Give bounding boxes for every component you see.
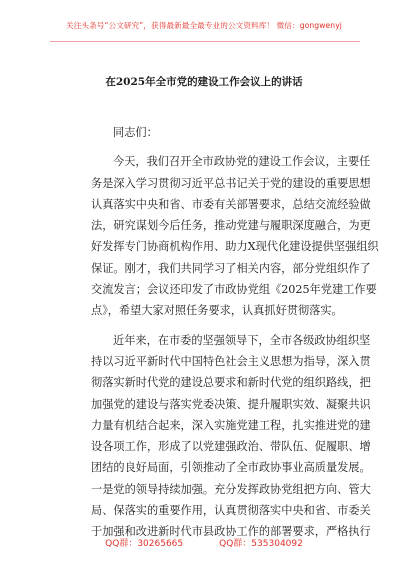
paragraph-line: 认真落实中央和省、市委有关部署要求，总结交流经验做 [91,197,371,211]
paragraph-line: 好发挥专门协商机构作用、助力X现代化建设提供坚强组织 [91,240,379,254]
paragraph-line: 彻落实新时代党的建设总要求和新时代党的组织路线，把 [91,376,371,390]
paragraph-1 [91,151,379,321]
document-title: 在2025年全市党的建设工作会议上的讲话 [105,76,303,88]
paragraph-line: 务是深入学习贯彻习近平总书记关于党的建设的重要思想 [91,176,371,190]
paragraph-line: 交流发言；会议还印发了市政协党组《2025年党建工作要 [91,283,377,297]
paragraph-line: 设各项工作，形成了以党建强政治、带队伍、促履职、增 [91,440,371,454]
paragraph-line: 加强党的建设与落实党委决策、提升履职实效、凝聚共识 [91,397,371,411]
paragraph-gap [91,143,331,151]
qq-group-1: QQ群：30265665 [105,539,184,549]
qq-group-2: QQ群：535304092 [219,539,303,549]
paragraph-2 [91,330,371,543]
paragraph-line: 力量有机结合起来，深入实施党建工程，扎实推进党的建 [91,418,371,432]
paragraph-line: 保证。刚才，我们共同学习了相关内容，部分党组织作了 [91,261,371,275]
paragraph-line: 局、保落实的重要作用，认真贯彻落实中央和省、市委关 [91,504,371,518]
document-body [91,122,379,543]
promo-header: 关注头条号“公文研究”，获得最新最全最专业的公文资料库！ 微信：gongwenyj [66,21,342,30]
paragraph-line: 今天，我们召开全市政协党的建设工作会议，主要任 [113,155,371,169]
paragraph-line: 持以习近平新时代中国特色社会主义思想为指导，深入贯 [91,354,371,368]
paragraph-line: 团结的良好局面，引领推动了全市政协事业高质量发展。 [91,461,371,475]
paragraph-gap [91,322,331,330]
paragraph-line: 一是党的领导持续加强。充分发挥政协党组把方向、管大 [91,482,371,496]
paragraph-line: 于加强和改进新时代市县政协工作的部署要求，严格执行 [91,525,371,539]
paragraph-line: 点》，希望大家对照任务要求，认真抓好贯彻落实。 [91,304,343,318]
paragraph-line: 法，研究谋划今后任务，推动党建与履职深度融合，为更 [91,219,371,233]
salutation: 同志们： [113,126,158,139]
paragraph-line: 近年来，在市委的坚强领导下，全市各级政协组织坚 [113,333,371,347]
promo-footer [0,536,408,549]
header-divider [50,41,360,42]
